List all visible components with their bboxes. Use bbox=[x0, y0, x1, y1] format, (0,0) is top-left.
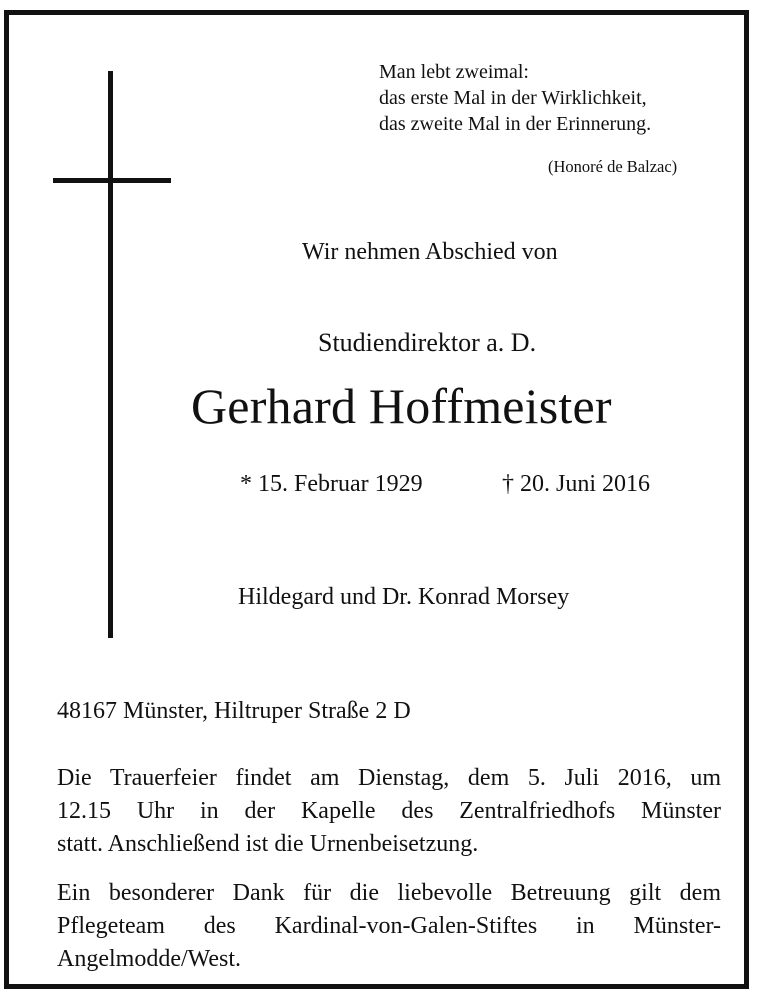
quote-line: Man lebt zweimal: bbox=[379, 61, 529, 83]
memorial-quote bbox=[379, 59, 729, 137]
obituary-frame bbox=[4, 10, 749, 989]
cross-horizontal-bar bbox=[53, 178, 171, 183]
deceased-name: Gerhard Hoffmeister bbox=[191, 378, 612, 434]
deceased-title: Studiendirektor a. D. bbox=[318, 328, 537, 357]
thanks-line: Pflegeteam des Kardinal-von-Galen-Stiftes in Münster- bbox=[57, 913, 721, 939]
mourners-names: Hildegard und Dr. Konrad Morsey bbox=[238, 584, 570, 610]
quote-line: das zweite Mal in der Erinnerung. bbox=[379, 113, 652, 135]
quote-line: das erste Mal in der Wirklichkeit, bbox=[379, 87, 647, 109]
ceremony-line: Die Trauerfeier findet am Dienstag, dem 5. Juli 2016, um bbox=[57, 765, 721, 791]
death-date: † 20. Juni 2016 bbox=[502, 471, 651, 497]
ceremony-line: 12.15 Uhr in der Kapelle des Zentralfriedhofs Münster bbox=[57, 798, 721, 824]
thanks-note bbox=[57, 877, 721, 976]
quote-author: (Honoré de Balzac) bbox=[548, 157, 678, 176]
mourners-address: 48167 Münster, Hiltruper Straße 2 D bbox=[57, 698, 411, 724]
ceremony-line: statt. Anschließend ist die Urnenbeisetzung. bbox=[57, 831, 479, 857]
cross-vertical-bar bbox=[108, 71, 113, 638]
thanks-line: Ein besonderer Dank für die liebevolle Betreuung gilt dem bbox=[57, 880, 721, 906]
birth-date: * 15. Februar 1929 bbox=[240, 471, 423, 497]
farewell-text: Wir nehmen Abschied von bbox=[302, 239, 558, 265]
ceremony-details bbox=[57, 762, 721, 861]
thanks-line: Angelmodde/West. bbox=[57, 946, 242, 972]
